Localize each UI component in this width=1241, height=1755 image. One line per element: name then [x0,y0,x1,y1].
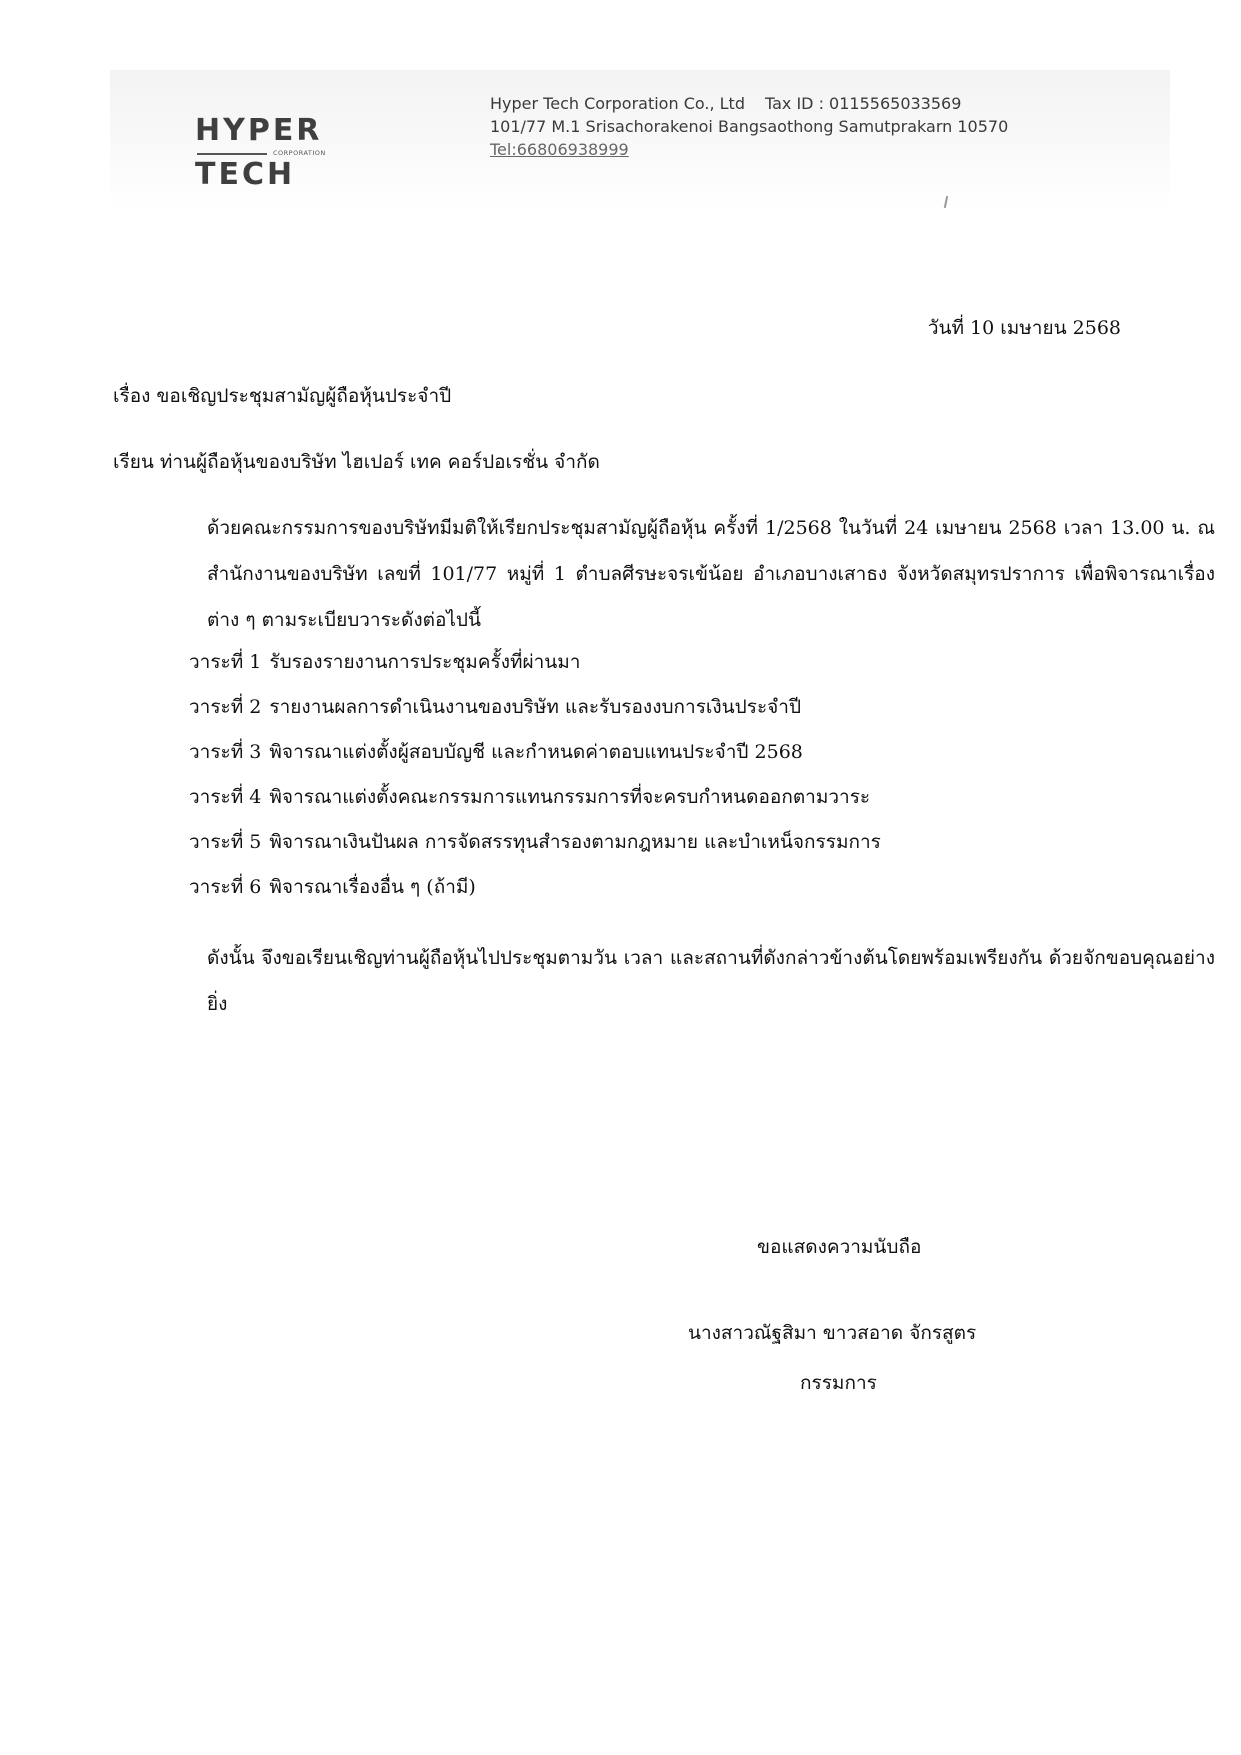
agenda-number: วาระที่ 3 [189,741,262,763]
body-intro-paragraph: ด้วยคณะกรรมการของบริษัทมีมติให้เรียกประชุมสามัญผู้ถือหุ้น ครั้งที่ 1/2568 ในวันที่ 24 เมษายน 2568 เวลา 13.00 น. ณ สำนักงานของบริษัท เลขที่ 101/77 หมู่ที่ 1 ตำบลศีรษะจรเข้น้อย อำเภอบางเสาธง จังหวัดสมุทรปราการ เพื่อพิจารณาเรื่องต่าง ๆ ตามระเบียบวาระดังต่อไปนี้ [207,517,1215,631]
agenda-number: วาระที่ 5 [189,831,262,853]
body-closing-paragraph: ดังนั้น จึงขอเรียนเชิญท่านผู้ถือหุ้นไปประชุมตามวัน เวลา และสถานที่ดังกล่าวข้างต้นโดยพร้อมเพรียงกัน ด้วยจักขอบคุณอย่างยิ่ง [207,947,1215,1015]
agenda-number: วาระที่ 4 [189,786,262,808]
agenda-text: พิจารณาแต่งตั้งผู้สอบบัญชี และกำหนดค่าตอบแทนประจำปี 2568 [269,741,803,763]
signer-title: กรรมการ [800,1372,877,1394]
company-address: 101/77 M.1 Srisachorakenoi Bangsaothong Samutprakarn 10570 [490,117,1009,136]
agenda-item [189,820,881,865]
letter-salutation: เรียน ท่านผู้ถือหุ้นของบริษัท ไฮเปอร์ เทค คอร์ปอเรชั่น จำกัด [113,451,600,473]
signer-name: นางสาวณัฐสิมา ขาวสอาด จักรสูตร [688,1322,977,1344]
tax-id: Tax ID : 0115565033569 [764,94,962,113]
logo-top-text: HYPER [195,113,323,148]
agenda-number: วาระที่ 6 [189,876,262,898]
agenda-text: รับรองรายงานการประชุมครั้งที่ผ่านมา [269,651,581,673]
agenda-text: พิจารณาเงินปันผล การจัดสรรทุนสำรองตามกฎหมาย และบำเหน็จกรรมการ [269,831,881,853]
company-info [490,92,1008,161]
company-tel-link[interactable]: Tel:66806938999 [490,140,629,159]
letter-subject: เรื่อง ขอเชิญประชุมสามัญผู้ถือหุ้นประจำปี [113,385,452,407]
letter-closing: ขอแสดงความนับถือ [757,1236,922,1258]
agenda-list [189,640,881,910]
agenda-text: พิจารณาเรื่องอื่น ๆ (ถ้ามี) [269,876,476,898]
agenda-number: วาระที่ 1 [189,651,262,673]
company-name: Hyper Tech Corporation Co., Ltd [490,94,745,113]
agenda-item [189,775,881,820]
logo-small-text: CORPORATION [273,149,326,157]
agenda-text: พิจารณาแต่งตั้งคณะกรรมการแทนกรรมการที่จะครบกำหนดออกตามวาระ [269,786,871,808]
letter-date: วันที่ 10 เมษายน 2568 [927,317,1121,339]
logo-divider [197,153,267,155]
agenda-number: วาระที่ 2 [189,696,262,718]
agenda-item [189,640,881,685]
agenda-item [189,730,881,775]
agenda-text: รายงานผลการดำเนินงานของบริษัท และรับรองงบการเงินประจำปี [269,696,802,718]
agenda-item [189,865,881,910]
company-name-row [490,92,1008,115]
logo-bottom-text: TECH [195,157,296,192]
agenda-item [189,685,881,730]
company-logo [195,113,355,196]
